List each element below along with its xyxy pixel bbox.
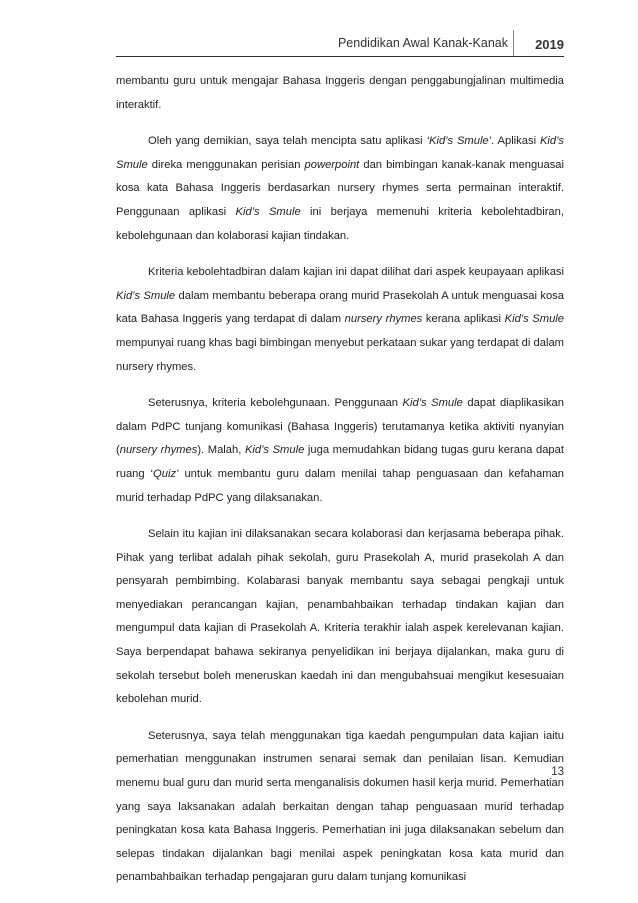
italic-text: nursery rhymes: [344, 313, 423, 326]
text-segment: dan bimbingan kanak-kanak menguasai kosa kata Bahasa Inggeris berdasarkan nursery rhymes serta permainan interaktif. Penggunaan aplikasi: [116, 158, 564, 218]
text-segment: membantu guru untuk mengajar Bahasa Inggeris dengan penggabungjalinan multimedia interaktif.: [116, 75, 564, 111]
italic-text: ‘Kid’s Smule’: [426, 135, 492, 148]
italic-text: powerpoint: [304, 158, 360, 171]
paragraph: [116, 392, 564, 510]
italic-text: Kid’s Smule: [504, 313, 564, 326]
text-segment: mempunyai ruang khas bagi bimbingan menyebut perkataan sukar yang terdapat di dalam nursery rhymes.: [116, 336, 564, 373]
header-rule: [116, 56, 564, 57]
italic-text: Kid’s Smule: [402, 397, 463, 410]
text-segment: . Aplikasi: [491, 135, 540, 148]
text-segment: dapat diaplikasikan dalam PdPC tunjang komunikasi (Bahasa Inggeris) terutamanya ketika aktiviti nyanyian (: [116, 397, 564, 457]
paragraph: [116, 725, 564, 890]
text-segment: ini berjaya memenuhi kriteria kebolehtadbiran, kebolehgunaan dan kolaborasi kajian tindakan.: [116, 205, 564, 242]
text-segment: untuk membantu guru dalam menilai tahap penguasaan dan kefahaman murid terhadap PdPC yang dilaksanakan.: [116, 467, 564, 504]
text-segment: Seterusnya, saya telah menggunakan tiga kaedah pengumpulan data kajian iaitu pemerhatian menggunakan instrumen senarai semak dan penilaian lisan. Kemudian menemu bual guru dan murid serta menganalisis dokumen hasil kerja murid. Pemerhatian yang saya laksanakan adalah berkaitan dengan tahap penguasaan murid terhadap peningkatan kosa kata Bahasa Inggeris. Pemerhatian ini juga dilaksanakan sebelum dan selepas tindakan dijalankan bagi menilai aspek peningkatan kosa kata murid dan penambahbaikan terhadap pengajaran guru dalam tunjang komunikasi: [116, 729, 564, 884]
page-header: [116, 30, 564, 58]
header-separator: [513, 30, 514, 57]
italic-text: Quiz’: [153, 467, 179, 480]
text-segment: Kriteria kebolehtadbiran dalam kajian ini dapat dilihat dari aspek keupayaan aplikasi: [148, 266, 564, 279]
text-segment: juga memudahkan bidang tugas guru kerana dapat ruang ‘: [116, 444, 564, 480]
paragraph: [116, 523, 564, 712]
text-segment: kerana aplikasi: [422, 313, 505, 326]
text-segment: ). Malah,: [197, 444, 245, 457]
text-segment: Oleh yang demikian, saya telah mencipta satu aplikasi: [148, 135, 427, 148]
text-segment: dalam membantu beberapa orang murid Prasekolah A untuk menguasai kosa kata Bahasa Inggeris yang terdapat di dalam: [116, 289, 564, 326]
paragraph: [116, 130, 564, 248]
italic-text: Kid’s Smule: [235, 205, 301, 218]
italic-text: nursery rhymes: [119, 444, 198, 457]
text-segment: Selain itu kajian ini dilaksanakan secara kolaborasi dan kerjasama beberapa pihak. Pihak yang terlibat adalah pihak sekolah, guru Prasekolah A, murid prasekolah A dan pensyarah pembimbing. Kolabarasi banyak membantu saya sebagai pengkaji untuk menyediakan perancangan kajian, penambahbaikan terhadap tindakan kajian dan mengumpul data kajian di Prasekolah A. Kriteria terakhir ialah aspek kerelevanan kajian. Saya berpendapat bahawa sekiranya penyelidikan ini berjaya dijalankan, maka guru di sekolah tersebut boleh meneruskan kaedah ini dan mengubahsuai mengikut kesesuaian kebolehan murid.: [116, 528, 564, 706]
text-segment: direka menggunakan perisian: [147, 158, 305, 171]
italic-text: Kid’s Smule: [244, 444, 305, 457]
text-segment: Seterusnya, kriteria kebolehgunaan. Penggunaan: [148, 397, 403, 410]
italic-text: Kid’s Smule: [116, 135, 564, 171]
header-title: Pendidikan Awal Kanak-Kanak: [337, 36, 508, 50]
document-body: [116, 70, 564, 903]
page-number: 13: [551, 766, 564, 778]
italic-text: Kid’s Smule: [116, 289, 176, 302]
paragraph: [116, 70, 564, 117]
paragraph: [116, 261, 564, 379]
header-year: 2019: [535, 37, 564, 52]
